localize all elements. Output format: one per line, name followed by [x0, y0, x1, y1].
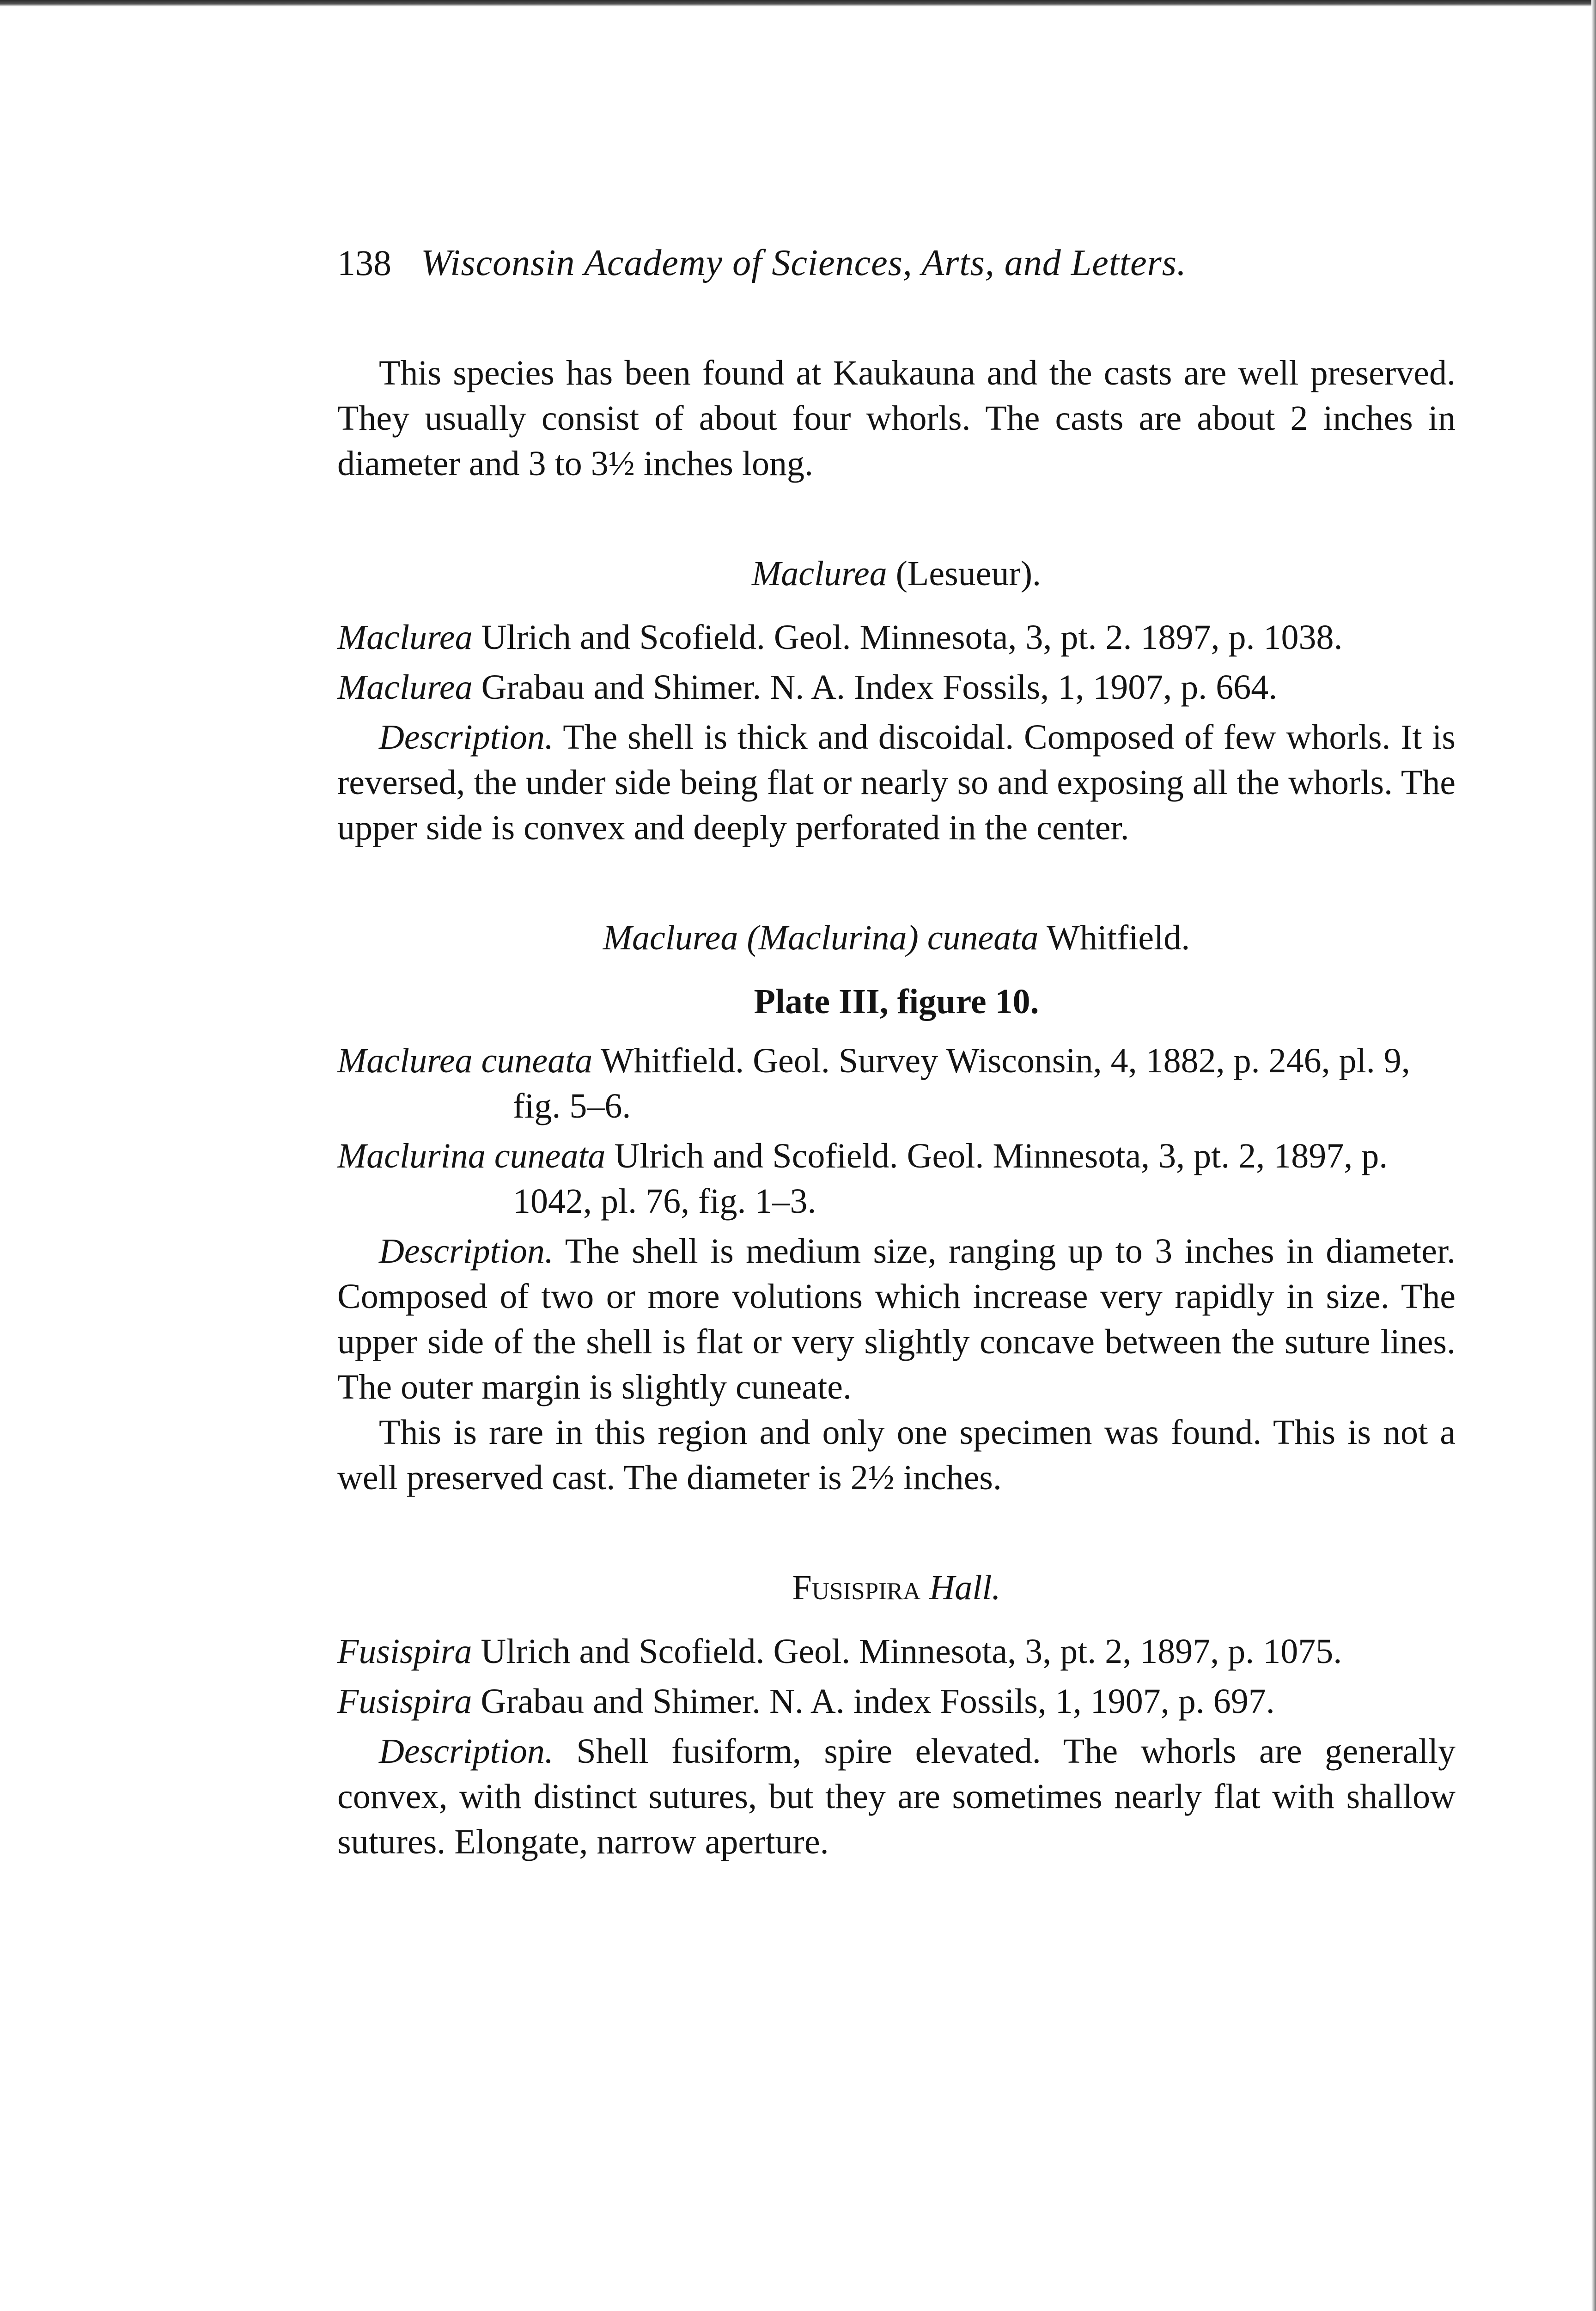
scan-edge-right [1591, 0, 1596, 2311]
synonymy-entry [337, 615, 1456, 660]
heading-author: Whitfield. [1047, 918, 1190, 957]
description-label: Description. [379, 1732, 554, 1771]
description-text: The shell is thick and discoidal. Composed of few whorls. It is reversed, the under side being flat or nearly so and exposing all the whorls. The upper side is convex and deeply perforated in the center. [337, 718, 1456, 847]
description-text: The shell is medium size, ranging up to 3 inches in diameter. Composed of two or more volutions which increase very rapidly in size. The upper side of the shell is flat or very slightly concave between the suture lines. The outer margin is slightly cuneate. [337, 1232, 1456, 1406]
synonym-genus: Maclurea [337, 618, 473, 657]
page-content [337, 240, 1456, 1865]
journal-title: Wisconsin Academy of Sciences, Arts, and Letters. [421, 243, 1187, 283]
synonymy-entry [337, 1133, 1456, 1224]
synonymy-entry [337, 1679, 1456, 1724]
intro-paragraph: This species has been found at Kaukauna and the casts are well preserved. They usually consist of about four whorls. The casts are about 2 inches in diameter and 3 to 3½ inches long. [337, 354, 1456, 483]
description-paragraph [337, 1229, 1456, 1410]
synonym-genus: Fusispira [337, 1632, 472, 1671]
synonymy-entry [337, 1629, 1456, 1674]
synonym-reference: Grabau and Shimer. N. A. Index Fossils, 1, 1907, p. 664. [481, 668, 1278, 707]
section-heading-fusispira [337, 1565, 1456, 1610]
description-text: Shell fusiform, spire elevated. The whorls are generally convex, with distinct sutures, but they are sometimes nearly flat with shallow sutures. Elongate, narrow aperture. [337, 1732, 1456, 1861]
section-heading-maclurea-cuneata [337, 915, 1456, 960]
synonymy-entry [337, 665, 1456, 710]
synonym-reference: Whitfield. Geol. Survey Wisconsin, 4, 1882, p. 246, pl. 9, fig. 5–6. [513, 1041, 1410, 1125]
description-label: Description. [379, 1232, 554, 1271]
synonym-reference: Ulrich and Scofield. Geol. Minnesota, 3, pt. 2, 1897, p. 1042, pl. 76, fig. 1–3. [513, 1137, 1388, 1221]
synonym-reference: Grabau and Shimer. N. A. index Fossils, 1, 1907, p. 697. [481, 1682, 1275, 1721]
synonymy-entry [337, 1038, 1456, 1129]
synonym-genus: Fusispira [337, 1682, 472, 1721]
scan-edge-top [0, 0, 1596, 6]
synonym-genus: Maclurea [337, 668, 473, 707]
description-paragraph [337, 715, 1456, 850]
plate-reference: Plate III, figure 10. [754, 982, 1039, 1021]
note-paragraph: This is rare in this region and only one specimen was found. This is not a well preserved cast. The diameter is 2½ inches. [337, 1413, 1456, 1497]
heading-author: Hall. [929, 1568, 1001, 1607]
running-head [337, 240, 1456, 286]
synonym-reference: Ulrich and Scofield. Geol. Minnesota, 3, pt. 2. 1897, p. 1038. [481, 618, 1343, 657]
description-label: Description. [379, 718, 554, 757]
heading-genus: Fusispira [792, 1568, 921, 1607]
heading-species: Maclurea (Maclurina) cuneata [603, 918, 1039, 957]
page-number: 138 [337, 243, 391, 283]
synonym-genus: Maclurina cuneata [337, 1137, 606, 1175]
description-paragraph [337, 1729, 1456, 1865]
heading-genus: Maclurea [751, 554, 887, 593]
synonym-reference: Ulrich and Scofield. Geol. Minnesota, 3, pt. 2, 1897, p. 1075. [481, 1632, 1342, 1671]
synonym-genus: Maclurea cuneata [337, 1041, 593, 1080]
section-heading-maclurea [337, 551, 1456, 596]
heading-author: (Lesueur). [895, 554, 1042, 593]
